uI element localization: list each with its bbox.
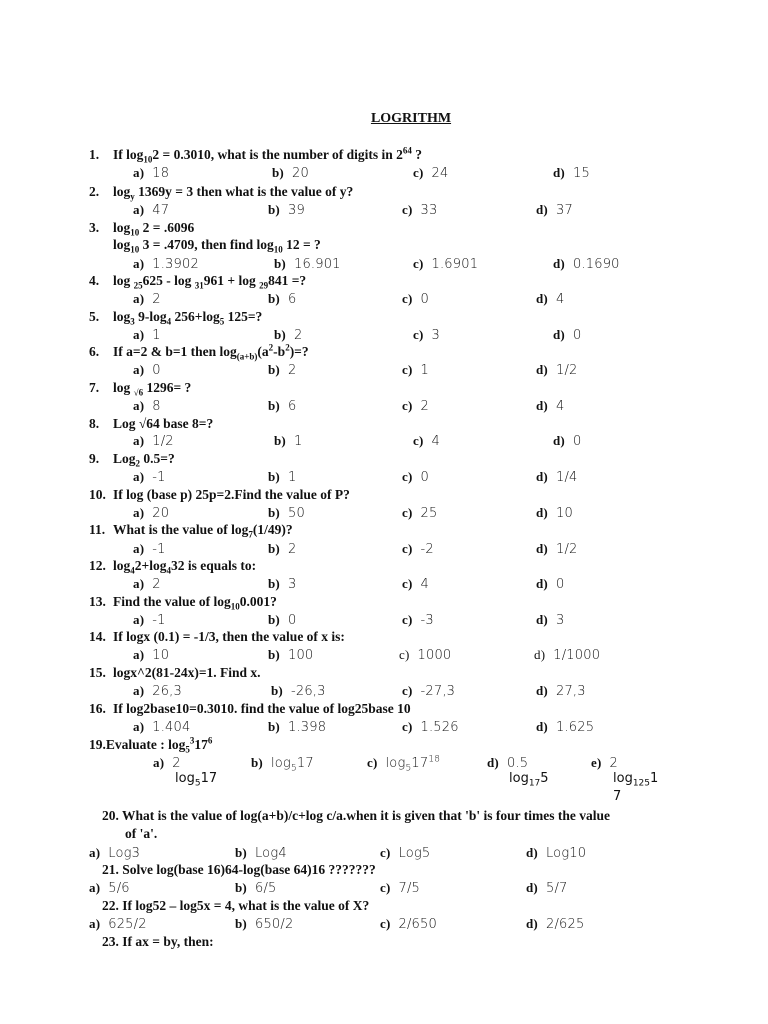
q8-option-c: c) 4 [413, 433, 440, 449]
question-21: 21. Solve log(base 16)64-log(base 64)16 ??????? [102, 862, 376, 877]
q12-option-c: c) 4 [402, 576, 429, 592]
q2-option-d: d) 37 [536, 202, 573, 218]
q13-option-c: c) -3 [402, 612, 434, 628]
q10-option-d: d) 10 [536, 505, 573, 521]
q16-option-d: d) 1.625 [536, 719, 595, 735]
q16-option-c: c) 1.526 [402, 719, 459, 735]
q11-option-b: b) 2 [268, 541, 297, 557]
q22-option-b: b) 650/2 [235, 916, 294, 932]
q15-option-d: d) 27,3 [536, 683, 586, 699]
q16-option-b: b) 1.398 [268, 719, 327, 735]
q20-option-a: a) Log3 [89, 845, 141, 861]
q4-option-c: c) 0 [402, 291, 429, 307]
q6-option-b: b) 2 [268, 362, 297, 378]
q4-option-a: a) 2 [133, 291, 161, 307]
question-14: 14. If logx (0.1) = -1/3, then the value of x is: [89, 629, 345, 644]
q19-option-c: c) $\log_517^{18}$ [367, 754, 441, 774]
q3-option-b: b) 16.901 [274, 256, 341, 272]
q21-option-c: c) 7/5 [380, 880, 421, 896]
question-6: 6. If a=2 & b=1 then $\log_{(a+b)}(a^2-b^2)=$? [89, 342, 309, 362]
q22-option-d: d) 2/625 [526, 916, 585, 932]
q7-option-c: c) 2 [402, 398, 429, 414]
question-12: 12. $\log_42+\log_432$ is equals to: [89, 558, 257, 576]
q19-option-a-line-2: $\log_517$ [175, 771, 218, 789]
q12-option-a: a) 2 [133, 576, 161, 592]
q9-option-b: b) 1 [268, 469, 297, 485]
q7-option-d: d) 4 [536, 398, 565, 414]
q21-option-d: d) 5/7 [526, 880, 568, 896]
q22-option-a: a) 625/2 [89, 916, 147, 932]
question-11: 11. What is the value of $\log_7(1/49)$? [89, 522, 293, 540]
q19-option-b: b) $\log_517$ [251, 755, 314, 774]
question-2: 2. $\log_y 1369y = 3$ then what is the value of y? [89, 184, 354, 202]
q13-option-b: b) 0 [268, 612, 297, 628]
q20-option-c: c) Log5 [380, 845, 431, 861]
question-1: 1. If $\log_{10}2 = 0.3010$, what is the number of digits in $2^{64}$ ? [89, 145, 422, 165]
question-20: 20. What is the value of log(a+b)/c+log c/a.when it is given that 'b' is four times the value [102, 808, 611, 823]
q12-option-b: b) 3 [268, 576, 297, 592]
q3-option-a: a) 1.3902 [133, 256, 199, 272]
q19-option-a: a) 2 [153, 755, 181, 771]
question-5: 5. $\log_3 9-\log_4$ $256+\log_5$ 125=? [89, 309, 263, 327]
q19-option-e-line-3: 7 [613, 789, 622, 804]
q2-option-c: c) 33 [402, 202, 438, 218]
q14-option-b: b) 100 [268, 647, 314, 663]
q10-option-b: b) 50 [268, 505, 305, 521]
question-3: 3. $\log_{10} 2 = .6096$ [89, 220, 195, 238]
question-20-line-2: of 'a'. [125, 826, 158, 841]
q19-option-e: e) 2 [591, 755, 618, 771]
q7-option-a: a) 8 [133, 398, 161, 414]
q2-option-b: b) 39 [268, 202, 305, 218]
question-23: 23. If ax = by, then: [102, 934, 214, 949]
q19-option-e-line-2: $\log_{125}1$ [613, 771, 659, 789]
q16-option-a: a) 1.404 [133, 719, 191, 735]
q14-option-c: c) 1000 [399, 647, 452, 663]
q12-option-d: d) 0 [536, 576, 565, 592]
q21-option-b: b) 6/5 [235, 880, 277, 896]
q8-option-a: a) 1/2 [133, 433, 174, 449]
q19-option-d: d) 0.5 [487, 755, 529, 771]
q1-option-a: a) 18 [133, 165, 170, 181]
question-13: 13. Find the value of $\log_{10}0.001$? [89, 594, 277, 612]
q11-option-d: d) 1/2 [536, 541, 578, 557]
question-3-line-2: $\log_{10} 3 = .4709$, then find $\log_{10} 12$ = ? [113, 237, 321, 255]
q15-option-b: b) -26,3 [271, 683, 326, 699]
q6-option-d: d) 1/2 [536, 362, 578, 378]
q8-option-b: b) 1 [274, 433, 303, 449]
page-title: LOGRITHM [370, 111, 452, 126]
question-22: 22. If log52 – log5x = 4, what is the value of X? [102, 898, 370, 913]
question-15: 15. logx^2(81-24x)=1. Find x. [89, 665, 261, 680]
q1-option-c: c) 24 [413, 165, 449, 181]
q14-option-a: a) 10 [133, 647, 170, 663]
question-16: 16. If log2base10=0.3010. find the value of log25base 10 [89, 701, 411, 716]
q13-option-d: d) 3 [536, 612, 565, 628]
q3-option-c: c) 1.6901 [413, 256, 479, 272]
q9-option-c: c) 0 [402, 469, 429, 485]
q8-option-d: d) 0 [553, 433, 582, 449]
q7-option-b: b) 6 [268, 398, 297, 414]
q2-option-a: a) 47 [133, 202, 170, 218]
q13-option-a: a) -1 [133, 612, 166, 628]
q22-option-c: c) 2/650 [380, 916, 437, 932]
question-19: 19.Evaluate : $\log_5^317^6$ [89, 735, 213, 755]
question-8: 8. Log √64 base 8=? [89, 416, 214, 431]
q10-option-a: a) 20 [133, 505, 170, 521]
q6-option-a: a) 0 [133, 362, 161, 378]
q11-option-a: a) -1 [133, 541, 166, 557]
question-9: 9. Log$_2$ 0.5=? [89, 451, 175, 469]
question-4: 4. log $_{25}$625 - log $_{31}$961 + log $_{29}$841 =? [89, 273, 307, 291]
q9-option-d: d) 1/4 [536, 469, 578, 485]
q11-option-c: c) -2 [402, 541, 434, 557]
q10-option-c: c) 25 [402, 505, 438, 521]
question-7: 7. log $_{√6}$ 1296= ? [89, 380, 192, 398]
q6-option-c: c) 1 [402, 362, 429, 378]
q9-option-a: a) -1 [133, 469, 166, 485]
q20-option-d: d) Log10 [526, 845, 587, 861]
q5-option-d: d) 0 [553, 327, 582, 343]
q5-option-b: b) 2 [274, 327, 303, 343]
q15-option-a: a) 26,3 [133, 683, 182, 699]
q4-option-d: d) 4 [536, 291, 565, 307]
q1-option-b: b) 20 [272, 165, 309, 181]
q5-option-a: a) 1 [133, 327, 161, 343]
q3-option-d: d) 0.1690 [553, 256, 620, 272]
q20-option-b: b) Log4 [235, 845, 287, 861]
q21-option-a: a) 5/6 [89, 880, 130, 896]
q5-option-c: c) 3 [413, 327, 440, 343]
question-10: 10. If log (base p) 25p=2.Find the value of P? [89, 487, 350, 502]
q4-option-b: b) 6 [268, 291, 297, 307]
q14-option-d: d) 1/1000 [534, 647, 601, 663]
q15-option-c: c) -27,3 [402, 683, 456, 699]
q19-option-d-line-2: $\log_{17}5$ [509, 771, 549, 789]
q1-option-d: d) 15 [553, 165, 590, 181]
